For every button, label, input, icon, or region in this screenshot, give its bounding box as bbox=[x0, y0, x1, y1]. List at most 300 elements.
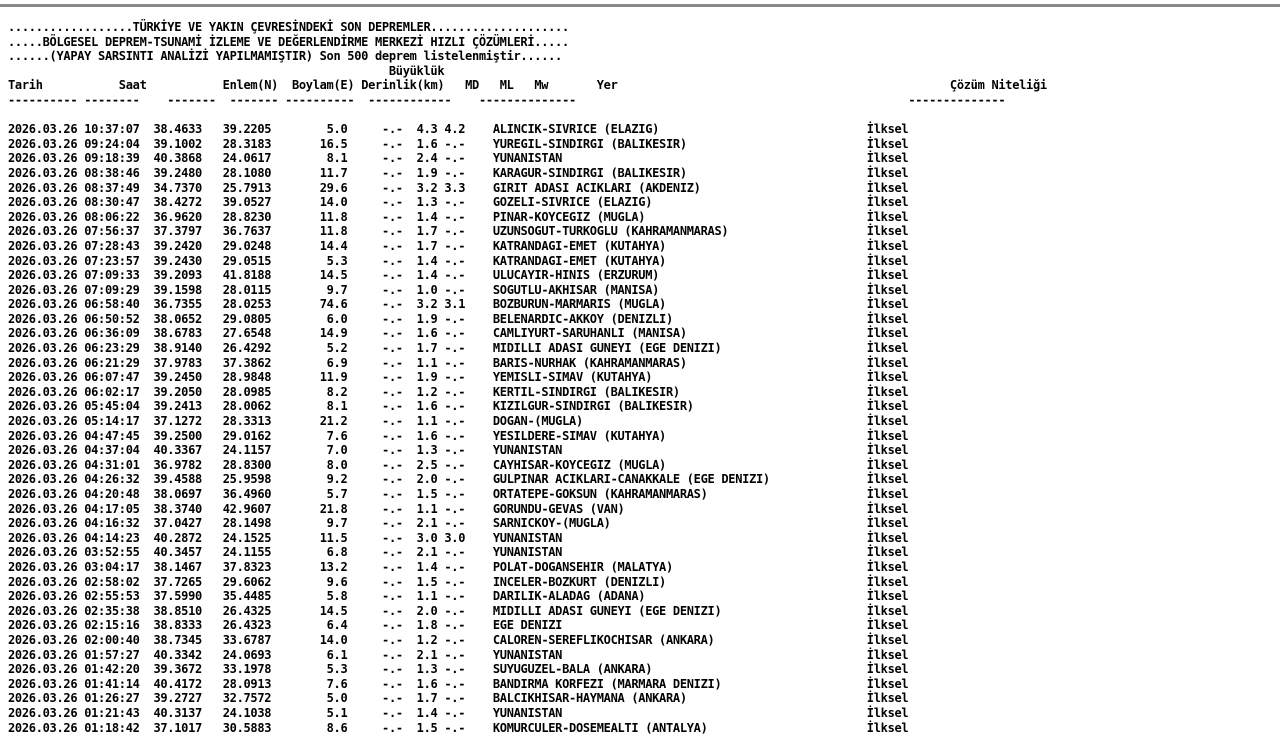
column-headers bbox=[8, 78, 1047, 93]
separator-longitude: ------- bbox=[230, 93, 278, 107]
cell-mw: -.- bbox=[444, 662, 465, 676]
cell-location: SOGUTLU-AKHISAR (MANISA) bbox=[493, 283, 867, 297]
cell-mw: -.- bbox=[444, 633, 465, 647]
cell-longitude: 28.0062 bbox=[223, 399, 271, 413]
table-row bbox=[8, 122, 1047, 137]
cell-time: 08:38:46 bbox=[84, 166, 139, 180]
cell-date: 2026.03.26 bbox=[8, 604, 77, 618]
cell-location: EGE DENIZI bbox=[493, 618, 867, 632]
cell-md: -.- bbox=[382, 560, 403, 574]
cell-latitude: 38.9140 bbox=[153, 341, 201, 355]
cell-location: SUYUGUZEL-BALA (ANKARA) bbox=[493, 662, 867, 676]
cell-date: 2026.03.26 bbox=[8, 137, 77, 151]
cell-time: 07:28:43 bbox=[84, 239, 139, 253]
cell-md: -.- bbox=[382, 648, 403, 662]
cell-time: 07:09:33 bbox=[84, 268, 139, 282]
table-row bbox=[8, 560, 1047, 575]
cell-md: -.- bbox=[382, 721, 403, 735]
cell-time: 04:17:05 bbox=[84, 502, 139, 516]
cell-quality: İlksel bbox=[867, 458, 909, 472]
cell-quality: İlksel bbox=[867, 721, 909, 735]
cell-ml: 2.1 bbox=[417, 516, 438, 530]
cell-quality: İlksel bbox=[867, 370, 909, 384]
cell-location: MIDILLI ADASI GUNEYI (EGE DENIZI) bbox=[493, 604, 867, 618]
table-row bbox=[8, 487, 1047, 502]
cell-quality: İlksel bbox=[867, 502, 909, 516]
col-depth: Derinlik(km) bbox=[361, 78, 444, 92]
cell-ml: 1.4 bbox=[417, 254, 438, 268]
cell-location: ULUCAYIR-HINIS (ERZURUM) bbox=[493, 268, 867, 282]
cell-longitude: 28.0115 bbox=[223, 283, 271, 297]
cell-md: -.- bbox=[382, 181, 403, 195]
table-row bbox=[8, 472, 1047, 487]
cell-ml: 1.1 bbox=[417, 356, 438, 370]
cell-mw: -.- bbox=[444, 545, 465, 559]
col-date: Tarih bbox=[8, 78, 43, 92]
cell-quality: İlksel bbox=[867, 239, 909, 253]
cell-location: GORUNDU-GEVAS (VAN) bbox=[493, 502, 867, 516]
cell-ml: 1.3 bbox=[417, 662, 438, 676]
cell-depth: 5.0 bbox=[278, 122, 347, 136]
cell-md: -.- bbox=[382, 312, 403, 326]
cell-ml: 1.1 bbox=[417, 589, 438, 603]
cell-longitude: 29.6062 bbox=[223, 575, 271, 589]
cell-latitude: 37.1272 bbox=[153, 414, 201, 428]
cell-depth: 8.0 bbox=[278, 458, 347, 472]
cell-longitude: 28.1498 bbox=[223, 516, 271, 530]
table-row bbox=[8, 443, 1047, 458]
cell-md: -.- bbox=[382, 326, 403, 340]
cell-location: YUNANISTAN bbox=[493, 545, 867, 559]
table-row bbox=[8, 210, 1047, 225]
cell-location: UZUNSOGUT-TURKOGLU (KAHRAMANMARAS) bbox=[493, 224, 867, 238]
cell-date: 2026.03.26 bbox=[8, 545, 77, 559]
cell-ml: 2.0 bbox=[417, 472, 438, 486]
cell-md: -.- bbox=[382, 429, 403, 443]
cell-md: -.- bbox=[382, 195, 403, 209]
cell-location: BOZBURUN-MARMARIS (MUGLA) bbox=[493, 297, 867, 311]
cell-mw: -.- bbox=[444, 210, 465, 224]
cell-ml: 2.1 bbox=[417, 648, 438, 662]
cell-location: YEMISLI-SIMAV (KUTAHYA) bbox=[493, 370, 867, 384]
cell-longitude: 24.1157 bbox=[223, 443, 271, 457]
cell-latitude: 39.4588 bbox=[153, 472, 201, 486]
cell-date: 2026.03.26 bbox=[8, 385, 77, 399]
table-row bbox=[8, 662, 1047, 677]
cell-depth: 13.2 bbox=[278, 560, 347, 574]
col-longitude: Boylam(E) bbox=[292, 78, 354, 92]
cell-md: -.- bbox=[382, 706, 403, 720]
cell-location: BANDIRMA KORFEZI (MARMARA DENIZI) bbox=[493, 677, 867, 691]
cell-quality: İlksel bbox=[867, 356, 909, 370]
cell-location: ORTATEPE-GOKSUN (KAHRAMANMARAS) bbox=[493, 487, 867, 501]
table-row bbox=[8, 195, 1047, 210]
earthquake-rows bbox=[8, 122, 1047, 735]
cell-mw: -.- bbox=[444, 385, 465, 399]
cell-mw: -.- bbox=[444, 399, 465, 413]
cell-quality: İlksel bbox=[867, 691, 909, 705]
cell-ml: 1.6 bbox=[417, 677, 438, 691]
table-row bbox=[8, 502, 1047, 517]
cell-location: CAMLIYURT-SARUHANLI (MANISA) bbox=[493, 326, 867, 340]
cell-quality: İlksel bbox=[867, 137, 909, 151]
col-time: Saat bbox=[119, 78, 147, 92]
cell-quality: İlksel bbox=[867, 443, 909, 457]
table-row bbox=[8, 458, 1047, 473]
table-row bbox=[8, 254, 1047, 269]
separator-time: -------- bbox=[84, 93, 139, 107]
cell-longitude: 26.4292 bbox=[223, 341, 271, 355]
cell-time: 01:41:14 bbox=[84, 677, 139, 691]
cell-date: 2026.03.26 bbox=[8, 458, 77, 472]
cell-ml: 1.1 bbox=[417, 414, 438, 428]
cell-md: -.- bbox=[382, 575, 403, 589]
cell-depth: 7.0 bbox=[278, 443, 347, 457]
cell-depth: 5.8 bbox=[278, 589, 347, 603]
col-quality: Çözüm Niteliği bbox=[950, 78, 1047, 92]
cell-quality: İlksel bbox=[867, 472, 909, 486]
cell-latitude: 39.1002 bbox=[153, 137, 201, 151]
cell-longitude: 33.6787 bbox=[223, 633, 271, 647]
cell-ml: 1.6 bbox=[417, 399, 438, 413]
table-row bbox=[8, 385, 1047, 400]
cell-depth: 8.1 bbox=[278, 151, 347, 165]
cell-date: 2026.03.26 bbox=[8, 472, 77, 486]
cell-mw: -.- bbox=[444, 589, 465, 603]
cell-longitude: 27.6548 bbox=[223, 326, 271, 340]
table-row bbox=[8, 677, 1047, 692]
cell-date: 2026.03.26 bbox=[8, 356, 77, 370]
cell-mw: -.- bbox=[444, 151, 465, 165]
cell-quality: İlksel bbox=[867, 575, 909, 589]
cell-md: -.- bbox=[382, 443, 403, 457]
cell-quality: İlksel bbox=[867, 326, 909, 340]
cell-date: 2026.03.26 bbox=[8, 166, 77, 180]
cell-depth: 14.5 bbox=[278, 604, 347, 618]
cell-mw: 4.2 bbox=[444, 122, 465, 136]
cell-quality: İlksel bbox=[867, 648, 909, 662]
col-mw: Mw bbox=[534, 78, 548, 92]
cell-latitude: 40.3137 bbox=[153, 706, 201, 720]
cell-depth: 7.6 bbox=[278, 677, 347, 691]
cell-ml: 1.5 bbox=[417, 721, 438, 735]
cell-longitude: 28.8230 bbox=[223, 210, 271, 224]
cell-depth: 9.2 bbox=[278, 472, 347, 486]
cell-ml: 4.3 bbox=[417, 122, 438, 136]
cell-time: 06:58:40 bbox=[84, 297, 139, 311]
cell-date: 2026.03.26 bbox=[8, 254, 77, 268]
cell-time: 04:20:48 bbox=[84, 487, 139, 501]
cell-md: -.- bbox=[382, 633, 403, 647]
cell-ml: 1.8 bbox=[417, 618, 438, 632]
cell-mw: -.- bbox=[444, 502, 465, 516]
cell-time: 06:21:29 bbox=[84, 356, 139, 370]
cell-date: 2026.03.26 bbox=[8, 589, 77, 603]
cell-depth: 74.6 bbox=[278, 297, 347, 311]
cell-quality: İlksel bbox=[867, 545, 909, 559]
table-row bbox=[8, 370, 1047, 385]
cell-date: 2026.03.26 bbox=[8, 691, 77, 705]
cell-md: -.- bbox=[382, 531, 403, 545]
cell-date: 2026.03.26 bbox=[8, 181, 77, 195]
cell-mw: -.- bbox=[444, 458, 465, 472]
cell-time: 07:09:29 bbox=[84, 283, 139, 297]
cell-latitude: 38.8510 bbox=[153, 604, 201, 618]
cell-ml: 1.9 bbox=[417, 370, 438, 384]
cell-latitude: 38.4633 bbox=[153, 122, 201, 136]
cell-md: -.- bbox=[382, 137, 403, 151]
cell-mw: -.- bbox=[444, 326, 465, 340]
cell-depth: 11.8 bbox=[278, 210, 347, 224]
cell-latitude: 36.9782 bbox=[153, 458, 201, 472]
cell-date: 2026.03.26 bbox=[8, 283, 77, 297]
cell-mw: -.- bbox=[444, 604, 465, 618]
cell-latitude: 37.3797 bbox=[153, 224, 201, 238]
cell-date: 2026.03.26 bbox=[8, 633, 77, 647]
cell-latitude: 37.1017 bbox=[153, 721, 201, 735]
cell-quality: İlksel bbox=[867, 151, 909, 165]
cell-date: 2026.03.26 bbox=[8, 370, 77, 384]
cell-location: KERTIL-SINDIRGI (BALIKESIR) bbox=[493, 385, 867, 399]
cell-quality: İlksel bbox=[867, 429, 909, 443]
cell-time: 08:30:47 bbox=[84, 195, 139, 209]
cell-longitude: 39.2205 bbox=[223, 122, 271, 136]
cell-longitude: 25.7913 bbox=[223, 181, 271, 195]
cell-latitude: 39.2727 bbox=[153, 691, 201, 705]
cell-location: KIZILGUR-SINDIRGI (BALIKESIR) bbox=[493, 399, 867, 413]
cell-quality: İlksel bbox=[867, 560, 909, 574]
cell-longitude: 36.7637 bbox=[223, 224, 271, 238]
cell-mw: -.- bbox=[444, 312, 465, 326]
cell-ml: 1.7 bbox=[417, 239, 438, 253]
separator-location: -------------- bbox=[479, 93, 576, 107]
cell-mw: 3.3 bbox=[444, 181, 465, 195]
cell-mw: -.- bbox=[444, 224, 465, 238]
cell-longitude: 28.3313 bbox=[223, 414, 271, 428]
table-row bbox=[8, 604, 1047, 619]
cell-quality: İlksel bbox=[867, 604, 909, 618]
cell-quality: İlksel bbox=[867, 312, 909, 326]
cell-depth: 9.7 bbox=[278, 283, 347, 297]
cell-quality: İlksel bbox=[867, 487, 909, 501]
cell-longitude: 26.4323 bbox=[223, 618, 271, 632]
cell-ml: 2.0 bbox=[417, 604, 438, 618]
table-row bbox=[8, 356, 1047, 371]
separator-latitude: ------- bbox=[167, 93, 215, 107]
cell-ml: 1.3 bbox=[417, 443, 438, 457]
table-row bbox=[8, 181, 1047, 196]
cell-ml: 1.2 bbox=[417, 385, 438, 399]
cell-latitude: 39.2413 bbox=[153, 399, 201, 413]
cell-time: 01:26:27 bbox=[84, 691, 139, 705]
cell-depth: 9.6 bbox=[278, 575, 347, 589]
cell-mw: -.- bbox=[444, 560, 465, 574]
cell-quality: İlksel bbox=[867, 166, 909, 180]
cell-location: PINAR-KOYCEGIZ (MUGLA) bbox=[493, 210, 867, 224]
cell-longitude: 29.0515 bbox=[223, 254, 271, 268]
cell-mw: -.- bbox=[444, 254, 465, 268]
cell-md: -.- bbox=[382, 122, 403, 136]
cell-depth: 14.9 bbox=[278, 326, 347, 340]
cell-longitude: 24.1155 bbox=[223, 545, 271, 559]
cell-time: 06:07:47 bbox=[84, 370, 139, 384]
cell-depth: 5.2 bbox=[278, 341, 347, 355]
cell-longitude: 28.8300 bbox=[223, 458, 271, 472]
cell-ml: 1.3 bbox=[417, 195, 438, 209]
cell-latitude: 38.0697 bbox=[153, 487, 201, 501]
cell-latitude: 39.1598 bbox=[153, 283, 201, 297]
cell-md: -.- bbox=[382, 385, 403, 399]
cell-depth: 8.1 bbox=[278, 399, 347, 413]
cell-quality: İlksel bbox=[867, 633, 909, 647]
table-row bbox=[8, 633, 1047, 648]
cell-mw: -.- bbox=[444, 370, 465, 384]
cell-time: 04:14:23 bbox=[84, 531, 139, 545]
cell-location: YUNANISTAN bbox=[493, 648, 867, 662]
cell-ml: 1.7 bbox=[417, 691, 438, 705]
cell-md: -.- bbox=[382, 589, 403, 603]
table-row bbox=[8, 399, 1047, 414]
cell-time: 06:23:29 bbox=[84, 341, 139, 355]
cell-latitude: 40.3342 bbox=[153, 648, 201, 662]
cell-mw: -.- bbox=[444, 487, 465, 501]
cell-ml: 1.4 bbox=[417, 560, 438, 574]
cell-quality: İlksel bbox=[867, 210, 909, 224]
cell-ml: 2.1 bbox=[417, 545, 438, 559]
cell-longitude: 28.0985 bbox=[223, 385, 271, 399]
cell-mw: -.- bbox=[444, 137, 465, 151]
cell-ml: 1.5 bbox=[417, 575, 438, 589]
table-row bbox=[8, 224, 1047, 239]
cell-latitude: 40.2872 bbox=[153, 531, 201, 545]
cell-latitude: 38.6783 bbox=[153, 326, 201, 340]
column-separators bbox=[8, 93, 1047, 108]
cell-time: 02:00:40 bbox=[84, 633, 139, 647]
cell-quality: İlksel bbox=[867, 254, 909, 268]
cell-latitude: 39.2420 bbox=[153, 239, 201, 253]
cell-time: 06:02:17 bbox=[84, 385, 139, 399]
cell-location: YUNANISTAN bbox=[493, 706, 867, 720]
cell-latitude: 38.7345 bbox=[153, 633, 201, 647]
cell-depth: 6.9 bbox=[278, 356, 347, 370]
cell-md: -.- bbox=[382, 677, 403, 691]
cell-depth: 11.7 bbox=[278, 166, 347, 180]
cell-depth: 5.3 bbox=[278, 254, 347, 268]
cell-date: 2026.03.26 bbox=[8, 575, 77, 589]
table-row bbox=[8, 283, 1047, 298]
cell-quality: İlksel bbox=[867, 341, 909, 355]
cell-time: 09:24:04 bbox=[84, 137, 139, 151]
cell-mw: -.- bbox=[444, 239, 465, 253]
cell-latitude: 40.4172 bbox=[153, 677, 201, 691]
cell-longitude: 29.0248 bbox=[223, 239, 271, 253]
cell-longitude: 28.1080 bbox=[223, 166, 271, 180]
cell-date: 2026.03.26 bbox=[8, 443, 77, 457]
cell-latitude: 37.9783 bbox=[153, 356, 201, 370]
cell-mw: -.- bbox=[444, 268, 465, 282]
cell-date: 2026.03.26 bbox=[8, 706, 77, 720]
cell-latitude: 40.3457 bbox=[153, 545, 201, 559]
cell-md: -.- bbox=[382, 472, 403, 486]
cell-location: YESILDERE-SIMAV (KUTAHYA) bbox=[493, 429, 867, 443]
cell-quality: İlksel bbox=[867, 677, 909, 691]
cell-depth: 6.1 bbox=[278, 648, 347, 662]
cell-date: 2026.03.26 bbox=[8, 268, 77, 282]
cell-latitude: 37.7265 bbox=[153, 575, 201, 589]
cell-latitude: 37.5990 bbox=[153, 589, 201, 603]
col-latitude: Enlem(N) bbox=[223, 78, 278, 92]
cell-time: 09:18:39 bbox=[84, 151, 139, 165]
cell-latitude: 39.2480 bbox=[153, 166, 201, 180]
cell-location: BARIS-NURHAK (KAHRAMANMARAS) bbox=[493, 356, 867, 370]
cell-mw: -.- bbox=[444, 721, 465, 735]
cell-longitude: 28.0913 bbox=[223, 677, 271, 691]
cell-date: 2026.03.26 bbox=[8, 326, 77, 340]
cell-ml: 1.2 bbox=[417, 633, 438, 647]
cell-ml: 1.6 bbox=[417, 137, 438, 151]
table-row bbox=[8, 297, 1047, 312]
cell-mw: -.- bbox=[444, 677, 465, 691]
cell-mw: -.- bbox=[444, 166, 465, 180]
cell-time: 10:37:07 bbox=[84, 122, 139, 136]
table-row bbox=[8, 531, 1047, 546]
cell-longitude: 30.5883 bbox=[223, 721, 271, 735]
cell-time: 08:06:22 bbox=[84, 210, 139, 224]
cell-date: 2026.03.26 bbox=[8, 239, 77, 253]
cell-md: -.- bbox=[382, 254, 403, 268]
cell-time: 05:45:04 bbox=[84, 399, 139, 413]
cell-location: CAYHISAR-KOYCEGIZ (MUGLA) bbox=[493, 458, 867, 472]
cell-mw: -.- bbox=[444, 706, 465, 720]
cell-depth: 5.7 bbox=[278, 487, 347, 501]
table-row bbox=[8, 166, 1047, 181]
cell-quality: İlksel bbox=[867, 195, 909, 209]
cell-longitude: 24.0617 bbox=[223, 151, 271, 165]
cell-date: 2026.03.26 bbox=[8, 677, 77, 691]
cell-depth: 11.8 bbox=[278, 224, 347, 238]
table-row bbox=[8, 516, 1047, 531]
cell-quality: İlksel bbox=[867, 297, 909, 311]
earthquake-report bbox=[8, 20, 1047, 735]
cell-md: -.- bbox=[382, 618, 403, 632]
cell-quality: İlksel bbox=[867, 181, 909, 195]
cell-longitude: 29.0805 bbox=[223, 312, 271, 326]
header-subtitle: .....BÖLGESEL DEPREM-TSUNAMİ İZLEME VE DEĞERLENDİRME MERKEZİ HIZLI ÇÖZÜMLERİ..... bbox=[8, 35, 1047, 50]
cell-ml: 1.7 bbox=[417, 341, 438, 355]
cell-depth: 29.6 bbox=[278, 181, 347, 195]
cell-time: 06:36:09 bbox=[84, 326, 139, 340]
cell-md: -.- bbox=[382, 516, 403, 530]
cell-longitude: 24.1525 bbox=[223, 531, 271, 545]
cell-date: 2026.03.26 bbox=[8, 531, 77, 545]
cell-longitude: 37.8323 bbox=[223, 560, 271, 574]
cell-mw: -.- bbox=[444, 516, 465, 530]
table-row bbox=[8, 414, 1047, 429]
cell-latitude: 36.7355 bbox=[153, 297, 201, 311]
table-row bbox=[8, 618, 1047, 633]
cell-depth: 21.8 bbox=[278, 502, 347, 516]
table-row bbox=[8, 268, 1047, 283]
cell-time: 04:37:04 bbox=[84, 443, 139, 457]
table-row bbox=[8, 721, 1047, 735]
cell-ml: 3.0 bbox=[417, 531, 438, 545]
cell-date: 2026.03.26 bbox=[8, 122, 77, 136]
cell-ml: 3.2 bbox=[417, 181, 438, 195]
cell-ml: 1.6 bbox=[417, 429, 438, 443]
cell-md: -.- bbox=[382, 224, 403, 238]
cell-longitude: 37.3862 bbox=[223, 356, 271, 370]
cell-longitude: 24.1038 bbox=[223, 706, 271, 720]
